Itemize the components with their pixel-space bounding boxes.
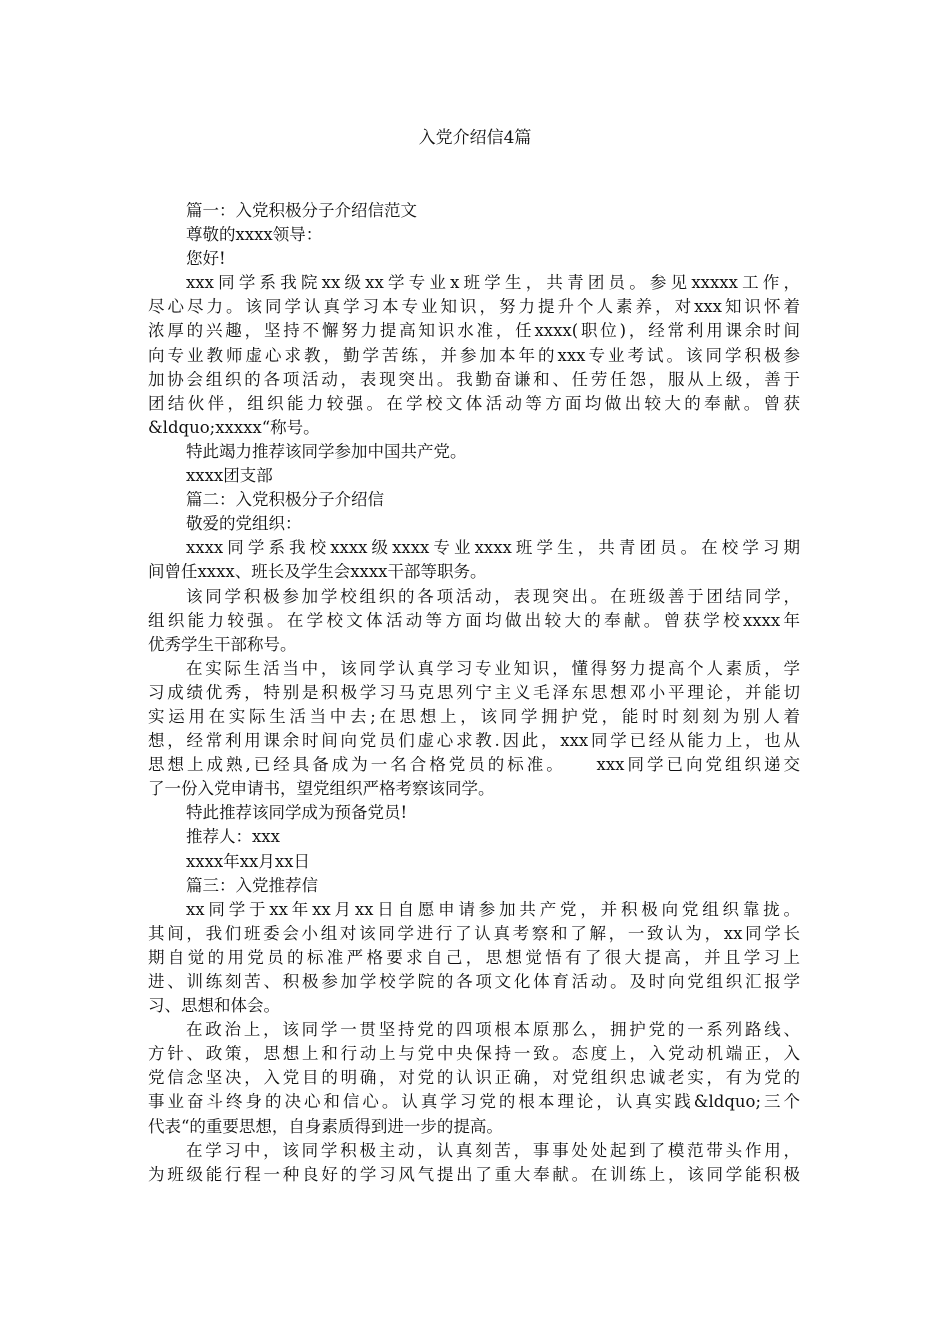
text-line: 组织能力较强。在学校文体活动等方面均做出较大的奉献。曾获学校xxxx年 [148, 610, 800, 630]
text-line: xx同学于xx年xx月xx日自愿申请参加共产党，并积极向党组织靠拢。 [186, 899, 800, 919]
text-line: xxxx团支部 [186, 466, 273, 486]
text-line: 篇一：入党积极分子介绍信范文 [186, 201, 417, 220]
text-line: 加协会组织的各项活动，表现突出。我勤奋谦和、任劳任怨，服从上级，善于 [148, 369, 800, 389]
text-line: 尊敬的xxxx领导： [186, 225, 323, 245]
text-line: 您好! [186, 249, 226, 269]
text-line: 想，经常利用课余时间向党员们虚心求教.因此，xxx同学已经从能力上，也从 [148, 731, 800, 751]
document-body [148, 199, 800, 1187]
document-title: 入党介绍信4篇 [418, 128, 532, 148]
text-line: 篇二：入党积极分子介绍信 [186, 490, 384, 510]
text-line: 浓厚的兴趣，坚持不懈努力提高知识水准，任xxxx(职位)，经常利用课余时间 [148, 321, 800, 341]
text-line: 团结伙伴，组织能力较强。在学校文体活动等方面均做出较大的奉献。曾获 [148, 393, 800, 413]
text-line: 在学习中，该同学积极主动，认真刻苦，事事处处起到了模范带头作用， [186, 1140, 800, 1160]
text-line: 特此推荐该同学成为预备党员! [186, 803, 408, 823]
text-line: 尽心尽力。该同学认真学习本专业知识，努力提升个人素养，对xxx知识怀着 [148, 297, 800, 317]
text-line: 党信念坚决，入党目的明确，对党的认识正确，对党组织忠诚老实，有为党的 [148, 1068, 800, 1088]
text-line: 特此竭力推荐该同学参加中国共产党。 [186, 441, 467, 461]
text-line: &ldquo;xxxxx“称号。 [148, 417, 320, 437]
text-line: 在实际生活当中，该同学认真学习专业知识，懂得努力提高个人素质，学 [186, 658, 800, 678]
text-line: xxxx年xx月xx日 [186, 851, 310, 871]
text-line: 篇三：入党推荐信 [186, 875, 318, 895]
text-line: 在政治上，该同学一贯坚持党的四项根本原那么，拥护党的一系列路线、 [186, 1020, 800, 1040]
text-line: 其间，我们班委会小组对该同学进行了认真考察和了解，一致认为，xx同学长 [148, 923, 800, 943]
text-line: 优秀学生干部称号。 [148, 634, 297, 654]
text-line: 为班级能行程一种良好的学习风气提出了重大奉献。在训练上，该同学能积极 [148, 1164, 800, 1184]
text-line: 推荐人：xxx [186, 827, 280, 847]
text-line: 习成绩优秀，特别是积极学习马克思列宁主义毛泽东思想邓小平理论，并能切 [148, 682, 800, 702]
text-line: 敬爱的党组织： [186, 514, 302, 534]
text-line: 习、思想和体会。 [148, 996, 280, 1016]
text-line: 该同学积极参加学校组织的各项活动，表现突出。在班级善于团结同学， [186, 586, 800, 606]
text-line: 思想上成熟,已经具备成为一名合格党员的标准。 xxx同学已向党组织递交 [148, 755, 800, 775]
text-line: 代表“的重要思想，自身素质得到进一步的提高。 [148, 1116, 503, 1136]
text-line: 事业奋斗终身的决心和信心。认真学习党的根本理论，认真实践&ldquo;三个 [148, 1092, 800, 1112]
text-line: 进、训练刻苦、积极参加学校学院的各项文化体育活动。及时向党组织汇报学 [148, 972, 800, 991]
text-line: 了一份入党申请书，望党组织严格考察该同学。 [148, 779, 495, 799]
text-line: 向专业教师虚心求教，勤学苦练，并参加本年的xxx专业考试。该同学积极参 [148, 345, 800, 365]
text-line: 实运用在实际生活当中去;在思想上，该同学拥护党，能时时刻刻为别人着 [148, 706, 800, 726]
text-line: xxxx同学系我校xxxx级xxxx专业xxxx班学生，共青团员。在校学习期 [186, 538, 800, 558]
text-line: 方针、政策，思想上和行动上与党中央保持一致。态度上，入党动机端正，入 [148, 1044, 800, 1064]
text-line: 间曾任xxxx、班长及学生会xxxx干部等职务。 [148, 562, 487, 582]
text-line: xxx同学系我院xx级xx学专业x班学生，共青团员。参见xxxxx工作， [186, 273, 800, 293]
text-line: 期自觉的用党员的标准严格要求自己，思想觉悟有了很大提高，并且学习上 [148, 947, 800, 967]
